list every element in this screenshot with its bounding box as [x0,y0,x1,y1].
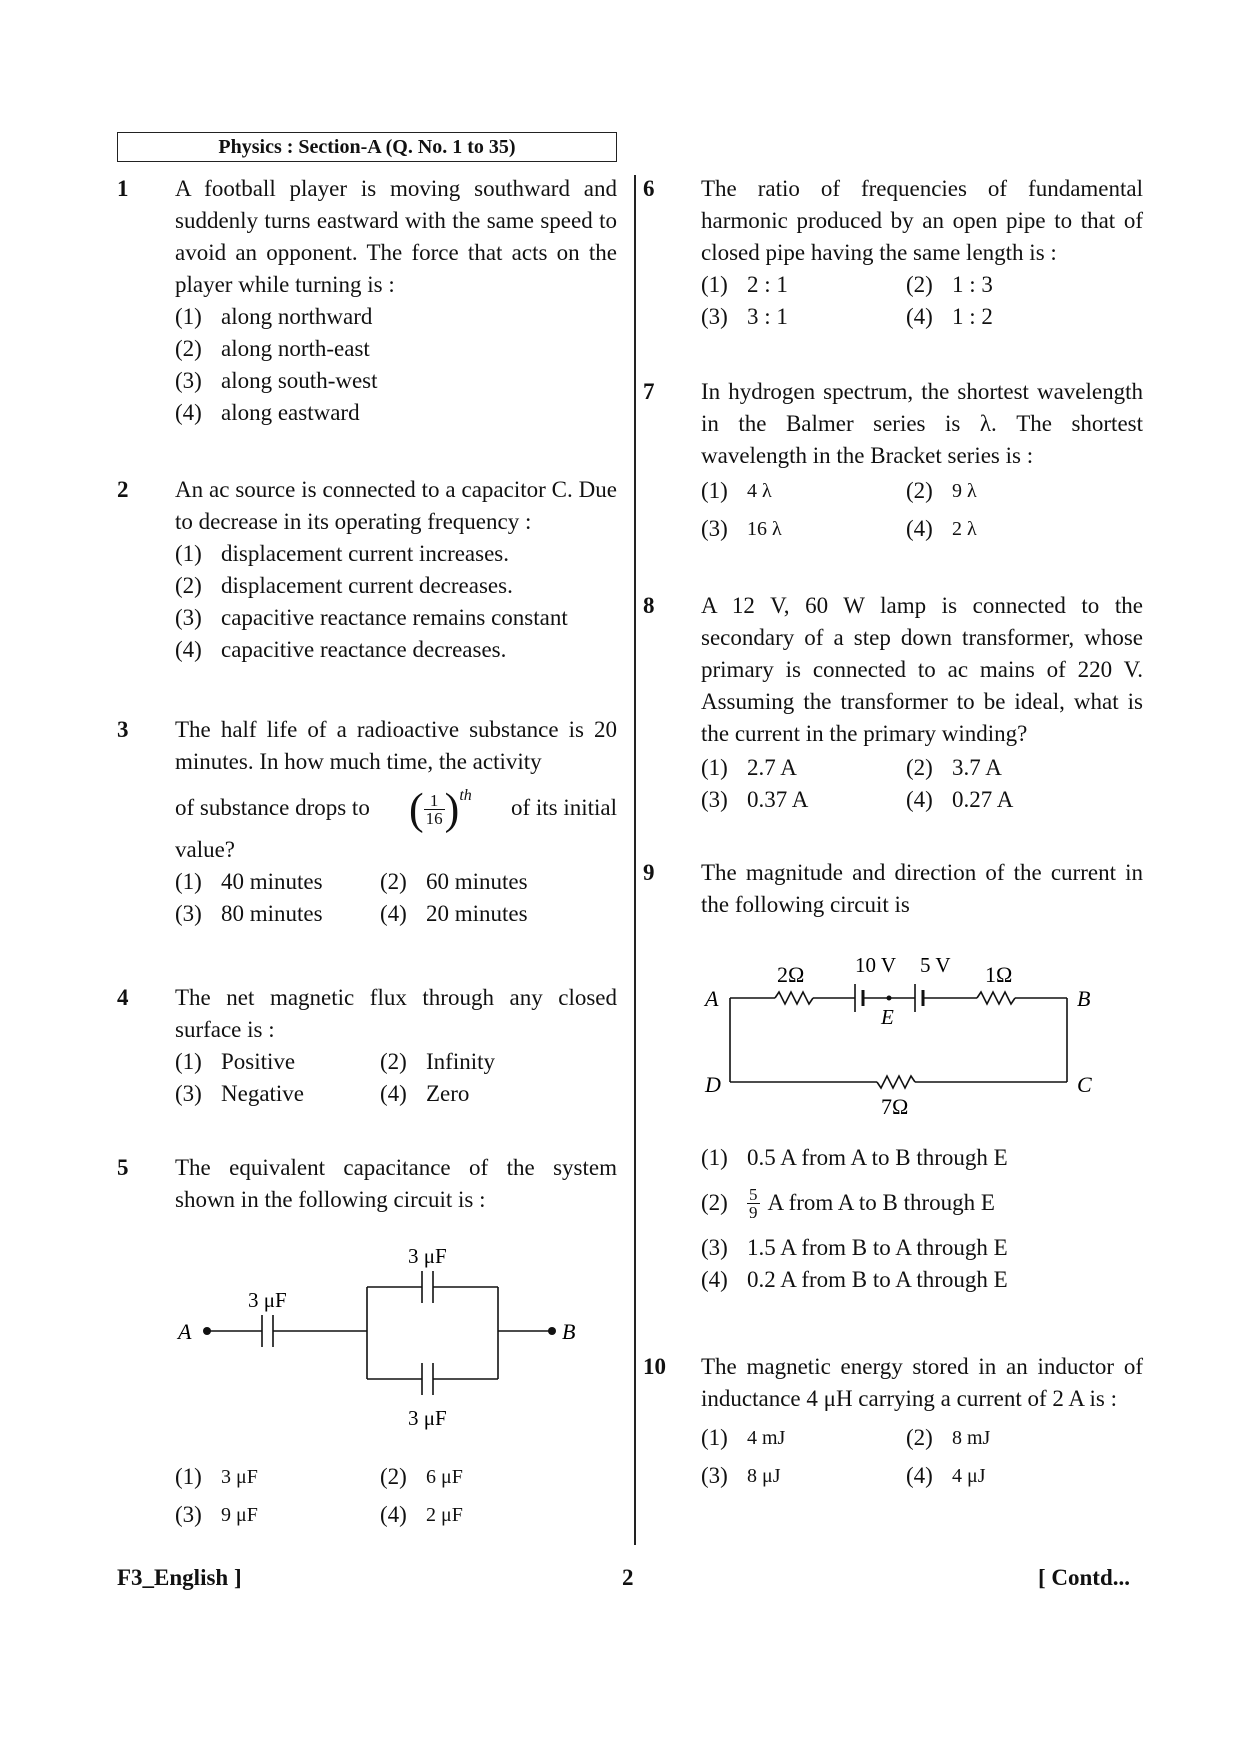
options-grid [701,1419,1143,1495]
option-3[interactable]: (3) 8 μJ [701,1463,781,1488]
option-1[interactable]: (1) 4 mJ [701,1425,786,1450]
option-2[interactable]: (2) displacement current decreases. [175,573,513,598]
option-3[interactable]: (3) 80 minutes [175,901,323,926]
resistor-1ohm-label: 1Ω [985,962,1013,987]
option-1[interactable]: (1) 2 : 1 [701,272,788,297]
option-4[interactable]: (4) 20 minutes [380,901,528,926]
point-e-label: E [881,1005,894,1029]
option-1[interactable]: (1) 2.7 A [701,755,797,780]
footer-contd: [ Contd... [1038,1565,1131,1590]
option-4[interactable]: (4) 0.27 A [906,787,1014,812]
options-grid [175,1046,617,1110]
terminal-a-label: A [178,1319,192,1344]
terminal-b-dot [548,1327,556,1335]
option-1[interactable]: (1) displacement current increases. [175,541,510,566]
option-4[interactable]: (4) 0.2 A from B to A through E [701,1267,1008,1292]
node-c-label: C [1077,1072,1092,1097]
option-3[interactable]: (3) 16 λ [701,516,782,541]
series-capacitor-label: 3 μF [248,1288,287,1312]
question-stem: An ac source is connected to a capacitor C. Due to decrease in its operating frequency : [175,477,617,534]
battery-5v-label: 5 V [920,953,951,977]
option-2[interactable]: (2) 8 mJ [906,1425,991,1450]
option-4[interactable]: (4) along eastward [175,400,360,425]
option-3[interactable]: (3) along south-west [175,368,378,393]
option-4[interactable]: (4) 2 μF [380,1502,463,1527]
resistor-battery-circuit-diagram [695,942,1105,1122]
option-3[interactable]: (3) 1.5 A from B to A through E [701,1235,1008,1260]
option-4[interactable]: (4) 4 μJ [906,1463,986,1488]
stem-part: value? [175,837,236,862]
point-e-dot [887,996,892,1001]
option-3[interactable]: (3) 3 : 1 [701,304,788,329]
option-1[interactable]: (1) 0.5 A from A to B through E [701,1145,1008,1170]
resistor-7ohm-label: 7Ω [881,1094,909,1119]
resistor-2ohm-label: 2Ω [777,962,805,987]
option-2[interactable]: (2) 9 λ [906,478,977,503]
option-3[interactable]: (3) 9 μF [175,1502,258,1527]
option-1[interactable]: (1) along northward [175,304,373,329]
bottom-capacitor-label: 3 μF [408,1406,447,1430]
question-number: 3 [117,717,129,742]
option-1[interactable]: (1) Positive [175,1049,296,1074]
question-number: 8 [643,593,655,618]
page-number: 2 [622,1565,634,1590]
top-capacitor-label: 3 μF [408,1244,447,1268]
question-5-options [175,1458,617,1534]
question-stem: The equivalent capacitance of the system shown in the following circuit is : [175,1155,617,1212]
question-stem: The ratio of frequencies of fundamental harmonic produced by an open pipe to that of closed pipe having the same length is : [701,176,1143,265]
question-number: 2 [117,477,129,502]
node-b-label: B [1077,986,1091,1011]
option-2[interactable]: (2) $\frac{5}{9}$ A from A to B through E [701,1184,995,1222]
fraction-expression: ( $\frac{1}{16}$ )$^{th}$ [409,784,472,834]
options-grid [701,752,1143,816]
terminal-a-dot [203,1327,211,1335]
fraction-5-9: $\frac{5}{9}$ [749,1184,758,1222]
question-stem: A 12 V, 60 W lamp is connected to the secondary of a step down transformer, whose primary is connected to ac mains of 220 V. Assuming the transformer to be ideal, what is the current in the primary winding? [701,593,1143,746]
options-grid [701,269,1143,333]
question-number: 7 [643,379,655,404]
question-number: 4 [117,985,129,1010]
option-2[interactable]: (2) 6 μF [380,1464,463,1489]
battery-10v-label: 10 V [855,953,897,977]
section-header: Physics : Section-A (Q. No. 1 to 35) [117,132,617,162]
options-grid [701,472,1143,548]
question-stem: In hydrogen spectrum, the shortest wavelength in the Balmer series is λ. The shortest wavelength in the Bracket series is : [701,379,1143,468]
option-2[interactable]: (2) 60 minutes [380,869,528,894]
question-9-options [701,1142,1143,1296]
option-2[interactable]: (2) Infinity [380,1049,495,1074]
capacitor-circuit-diagram [170,1235,590,1435]
question-stem: The magnetic energy stored in an inductor of inductance 4 μH carrying a current of 2 A is : [701,1354,1143,1411]
node-a-label: A [705,986,719,1011]
option-1[interactable]: (1) 40 minutes [175,869,323,894]
question-number: 5 [117,1155,129,1180]
terminal-b-label: B [562,1319,576,1344]
option-2[interactable]: (2) along north-east [175,336,370,361]
option-1[interactable]: (1) 4 λ [701,478,772,503]
options-grid [175,1458,617,1534]
option-3[interactable]: (3) Negative [175,1081,305,1106]
question-number: 6 [643,176,655,201]
option-4[interactable]: (4) 1 : 2 [906,304,993,329]
option-2[interactable]: (2) 3.7 A [906,755,1002,780]
option-4[interactable]: (4) Zero [380,1081,470,1106]
question-number: 1 [117,176,129,201]
option-4[interactable]: (4) 2 λ [906,516,977,541]
question-number: 10 [643,1354,666,1379]
options-grid [175,866,617,930]
option-4[interactable]: (4) capacitive reactance decreases. [175,637,507,662]
stem-part: of substance drops to [175,795,370,820]
question-stem: The net magnetic flux through any closed surface is : [175,985,617,1042]
column-divider [634,175,636,1545]
option-3[interactable]: (3) 0.37 A [701,787,809,812]
option-1[interactable]: (1) 3 μF [175,1464,258,1489]
node-d-label: D [705,1072,721,1097]
stem-part: of its initial [510,795,617,820]
question-stem: A football player is moving southward and suddenly turns eastward with the same speed to avoid an opponent. The force that acts on the player while turning is : [175,176,617,297]
question-stem: The half life of a radioactive substance is 20 minutes. In how much time, the activity [175,717,617,774]
option-3[interactable]: (3) capacitive reactance remains constant [175,605,568,630]
question-number: 9 [643,860,655,885]
footer-code: F3_English ] [117,1565,242,1590]
option-2[interactable]: (2) 1 : 3 [906,272,993,297]
question-stem: The magnitude and direction of the current in the following circuit is [701,860,1143,917]
